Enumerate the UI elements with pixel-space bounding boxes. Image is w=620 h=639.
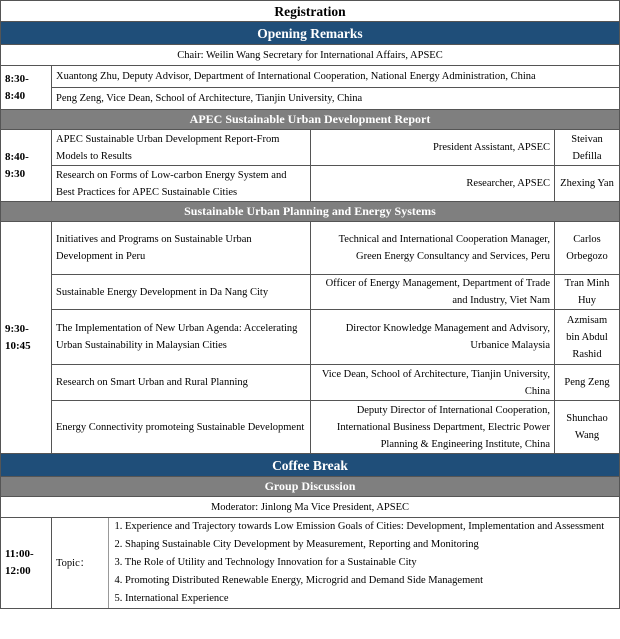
group-discussion-header [1, 477, 620, 497]
opening-chair-row [1, 45, 620, 66]
report-row [1, 166, 620, 202]
group-time-text: 11:00- 12:00 [5, 548, 34, 577]
opening-speaker-1: Xuantong Zhu, Deputy Advisor, Department of International Cooperation, National Energy Administration, China [52, 66, 620, 88]
planning-speaker: Peng Zeng [555, 365, 620, 401]
planning-topic: Energy Connectivity promoteing Sustainable Development [52, 401, 311, 454]
planning-row [1, 401, 620, 454]
list-item: 1. Experience and Trajectory towards Low Emission Goals of Cities: Development, Implementation and Assessment [114, 521, 605, 532]
group-topic-row [1, 518, 620, 609]
planning-row [1, 310, 620, 365]
group-moderator-row [1, 497, 620, 518]
planning-role: Deputy Director of International Cooperation, International Business Department, Electric Power Planning & Engineering Institute, China [311, 401, 555, 454]
group-discussion-title: Group Discussion [1, 477, 620, 497]
planning-role: Officer of Energy Management, Department of Trade and Industry, Viet Nam [311, 275, 555, 310]
planning-topic: Initiatives and Programs on Sustainable Urban Development in Peru [52, 222, 311, 275]
opening-time [1, 66, 52, 110]
report-title: APEC Sustainable Urban Development Report [1, 110, 620, 130]
planning-header [1, 202, 620, 222]
report-speaker: Zhexing Yan [555, 166, 620, 202]
group-topic-list [108, 518, 619, 608]
list-item: 4. Promoting Distributed Renewable Energy, Microgrid and Demand Side Management [114, 575, 484, 586]
coffee-break-title: Coffee Break [1, 454, 620, 477]
report-header [1, 110, 620, 130]
planning-speaker: Shunchao Wang [555, 401, 620, 454]
group-topic-cell [52, 518, 620, 609]
group-time [1, 518, 52, 609]
planning-speaker: Tran Minh Huy [555, 275, 620, 310]
planning-topic: The Implementation of New Urban Agenda: Accelerating Urban Sustainability in Malaysian Cities [52, 310, 311, 365]
planning-time-text: 9:30- 10:45 [5, 322, 31, 352]
list-item: 5. International Experience [114, 593, 229, 604]
planning-topic: Research on Smart Urban and Rural Planning [52, 365, 311, 401]
planning-role: Vice Dean, School of Architecture, Tianjin University, China [311, 365, 555, 401]
planning-row [1, 365, 620, 401]
opening-chair: Chair: Weilin Wang Secretary for International Affairs, APSEC [1, 45, 620, 66]
planning-role: Director Knowledge Management and Advisory, Urbanice Malaysia [311, 310, 555, 365]
planning-speaker: Carlos Orbegozo [555, 222, 620, 275]
planning-row [1, 275, 620, 310]
planning-topic: Sustainable Energy Development in Da Nang City [52, 275, 311, 310]
list-item: 2. Shaping Sustainable City Development by Measurement, Reporting and Monitoring [114, 539, 479, 550]
report-time-text: 8:40- 9:30 [5, 150, 29, 180]
report-speaker: Steivan Defilla [555, 130, 620, 166]
group-moderator: Moderator: Jinlong Ma Vice President, APSEC [1, 497, 620, 518]
group-topic-inner [52, 518, 619, 608]
planning-row [1, 222, 620, 275]
coffee-break-header [1, 454, 620, 477]
opening-time-text: 8:30- 8:40 [5, 72, 29, 102]
planning-speaker: Azmisam bin Abdul Rashid [555, 310, 620, 365]
opening-remarks-header [1, 22, 620, 45]
opening-speaker-2: Peng Zeng, Vice Dean, School of Architecture, Tianjin University, China [52, 88, 620, 110]
list-item: 3. The Role of Utility and Technology Innovation for a Sustainable City [114, 557, 417, 568]
report-topic: APEC Sustainable Urban Development Report-From Models to Results [52, 130, 311, 166]
report-role: President Assistant, APSEC [311, 130, 555, 166]
planning-role: Technical and International Cooperation Manager, Green Energy Consultancy and Services, Peru [311, 222, 555, 275]
group-topic-label: Topic： [56, 557, 91, 569]
planning-time [1, 222, 52, 454]
opening-speaker-row [1, 66, 620, 88]
registration-row [1, 1, 620, 22]
report-row [1, 130, 620, 166]
report-time [1, 130, 52, 202]
report-role: Researcher, APSEC [311, 166, 555, 202]
opening-speaker-row [1, 88, 620, 110]
opening-remarks-title: Opening Remarks [1, 22, 620, 45]
group-topic-inner-row [52, 518, 619, 608]
report-topic: Research on Forms of Low-carbon Energy System and Best Practices for APEC Sustainable Cities [52, 166, 311, 202]
registration-title: Registration [1, 1, 620, 22]
planning-title: Sustainable Urban Planning and Energy Systems [1, 202, 620, 222]
